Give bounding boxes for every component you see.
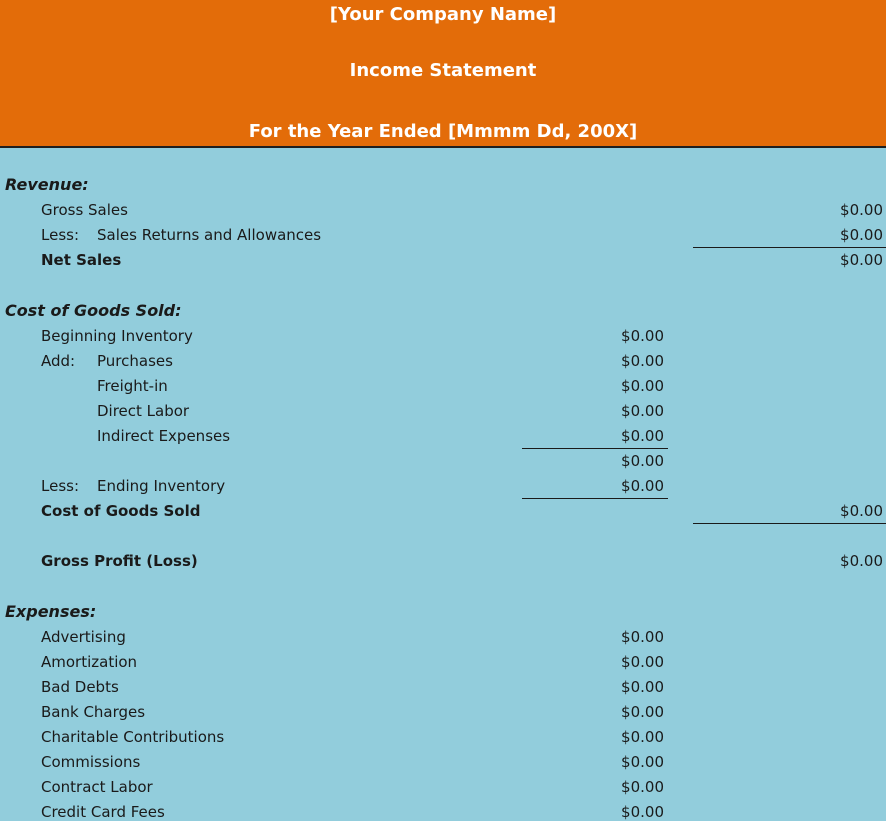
less-prefix[interactable]: Less:	[41, 226, 80, 244]
gross-sales-label[interactable]: Gross Sales	[41, 201, 128, 219]
gross-profit-row	[0, 550, 886, 575]
sales-returns-label[interactable]: Sales Returns and Allowances	[97, 226, 322, 244]
cogs-total-label[interactable]: Cost of Goods Sold	[41, 502, 201, 520]
expense-label[interactable]: Bad Debts	[41, 678, 119, 696]
expense-row	[0, 701, 886, 726]
revenue-heading[interactable]: Revenue:	[5, 175, 89, 194]
expense-amount[interactable]: $0.00	[621, 628, 664, 646]
net-sales-underline	[693, 247, 886, 248]
freight-in-label[interactable]: Freight-in	[97, 377, 168, 395]
net-sales-row	[0, 249, 886, 274]
direct-labor-amount[interactable]: $0.00	[621, 402, 664, 420]
less-prefix[interactable]: Less:	[41, 477, 80, 495]
expenses-heading[interactable]: Expenses:	[5, 602, 97, 621]
expense-row	[0, 776, 886, 801]
expenses-heading-row	[0, 601, 886, 626]
cogs-subtotal-row	[0, 450, 886, 475]
expense-amount[interactable]: $0.00	[621, 728, 664, 746]
expense-label[interactable]: Credit Card Fees	[41, 803, 165, 821]
expense-label[interactable]: Commissions	[41, 753, 141, 771]
expense-amount[interactable]: $0.00	[621, 803, 664, 821]
net-sales-label[interactable]: Net Sales	[41, 251, 122, 269]
cogs-total-underline	[693, 523, 886, 524]
purchases-row	[0, 350, 886, 375]
expense-label[interactable]: Contract Labor	[41, 778, 153, 796]
gross-sales-amount[interactable]: $0.00	[840, 201, 883, 219]
expense-row	[0, 751, 886, 776]
purchases-label[interactable]: Purchases	[97, 352, 173, 370]
add-prefix[interactable]: Add:	[41, 352, 76, 370]
revenue-heading-row	[0, 174, 886, 199]
expense-row	[0, 651, 886, 676]
cogs-heading[interactable]: Cost of Goods Sold:	[5, 301, 182, 320]
expense-label[interactable]: Advertising	[41, 628, 126, 646]
beginning-inventory-amount[interactable]: $0.00	[621, 327, 664, 345]
indirect-expenses-row	[0, 425, 886, 450]
freight-in-row	[0, 375, 886, 400]
direct-labor-label[interactable]: Direct Labor	[97, 402, 190, 420]
beginning-inventory-label[interactable]: Beginning Inventory	[41, 327, 193, 345]
ending-inventory-row	[0, 475, 886, 500]
statement-header	[0, 0, 886, 148]
ending-inventory-underline	[522, 498, 668, 499]
ending-inventory-label[interactable]: Ending Inventory	[97, 477, 226, 495]
expense-label[interactable]: Amortization	[41, 653, 138, 671]
expense-amount[interactable]: $0.00	[621, 703, 664, 721]
sales-returns-row	[0, 224, 886, 249]
gross-profit-label[interactable]: Gross Profit (Loss)	[41, 552, 198, 570]
cogs-subtotal-amount[interactable]: $0.00	[621, 452, 664, 470]
purchases-amount[interactable]: $0.00	[621, 352, 664, 370]
expense-row	[0, 676, 886, 701]
statement-title[interactable]: Income Statement	[349, 60, 537, 81]
sales-returns-amount[interactable]: $0.00	[840, 226, 883, 244]
expense-amount[interactable]: $0.00	[621, 653, 664, 671]
indirect-expenses-amount[interactable]: $0.00	[621, 427, 664, 445]
beginning-inventory-row	[0, 325, 886, 350]
indirect-expenses-label[interactable]: Indirect Expenses	[97, 427, 231, 445]
gross-sales-row	[0, 199, 886, 224]
expense-amount[interactable]: $0.00	[621, 753, 664, 771]
cogs-total-row	[0, 500, 886, 525]
expense-row	[0, 626, 886, 651]
cogs-total-amount[interactable]: $0.00	[840, 502, 883, 520]
company-name[interactable]: [Your Company Name]	[329, 4, 557, 25]
cogs-heading-row	[0, 300, 886, 325]
freight-in-amount[interactable]: $0.00	[621, 377, 664, 395]
net-sales-amount[interactable]: $0.00	[840, 251, 883, 269]
expense-row	[0, 726, 886, 751]
ending-inventory-amount[interactable]: $0.00	[621, 477, 664, 495]
direct-labor-row	[0, 400, 886, 425]
expense-label[interactable]: Charitable Contributions	[41, 728, 225, 746]
cogs-subtotal-underline	[522, 448, 668, 449]
expense-label[interactable]: Bank Charges	[41, 703, 146, 721]
gross-profit-amount[interactable]: $0.00	[840, 552, 883, 570]
expense-row	[0, 801, 886, 821]
statement-sheet	[0, 148, 886, 821]
statement-period[interactable]: For the Year Ended [Mmmm Dd, 200X]	[248, 121, 638, 142]
expense-amount[interactable]: $0.00	[621, 778, 664, 796]
expense-amount[interactable]: $0.00	[621, 678, 664, 696]
